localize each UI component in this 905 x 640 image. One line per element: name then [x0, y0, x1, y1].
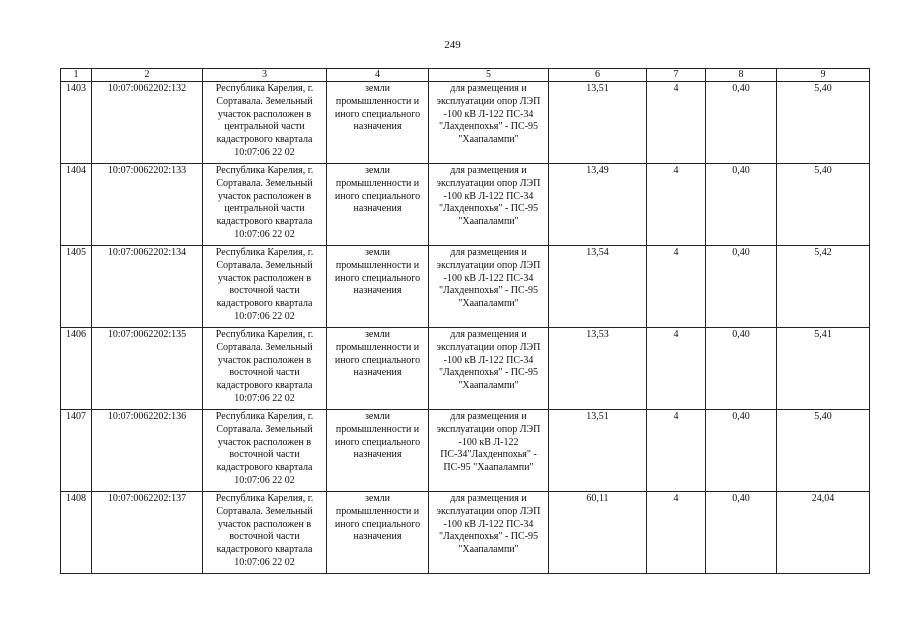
column-header: 2 [92, 69, 203, 82]
location-cell: Республика Карелия, г. Сортавала. Земельный участок расположен в центральной части кадастрового квартала 10:07:06 22 02 [203, 164, 327, 246]
row-number-cell: 1404 [61, 164, 92, 246]
column-7-cell: 4 [647, 246, 706, 328]
area-cell: 13,54 [549, 246, 647, 328]
column-7-cell: 4 [647, 82, 706, 164]
area-cell: 13,53 [549, 328, 647, 410]
land-category-cell: земли промышленности и иного специального назначения [327, 328, 429, 410]
column-header: 8 [706, 69, 777, 82]
column-header: 5 [429, 69, 549, 82]
land-category-cell: земли промышленности и иного специального назначения [327, 246, 429, 328]
column-header: 9 [777, 69, 870, 82]
column-header: 1 [61, 69, 92, 82]
location-cell: Республика Карелия, г. Сортавала. Земельный участок расположен в восточной части кадастрового квартала 10:07:06 22 02 [203, 492, 327, 574]
column-7-cell: 4 [647, 164, 706, 246]
cadastral-number-cell: 10:07:0062202:137 [92, 492, 203, 574]
location-cell: Республика Карелия, г. Сортавала. Земельный участок расположен в восточной части кадастрового квартала 10:07:06 22 02 [203, 328, 327, 410]
land-plot-table [60, 68, 870, 574]
cadastral-number-cell: 10:07:0062202:132 [92, 82, 203, 164]
row-number-cell: 1405 [61, 246, 92, 328]
area-cell: 13,49 [549, 164, 647, 246]
location-cell: Республика Карелия, г. Сортавала. Земельный участок расположен в восточной части кадастрового квартала 10:07:06 22 02 [203, 410, 327, 492]
row-number-cell: 1407 [61, 410, 92, 492]
column-9-cell: 24,04 [777, 492, 870, 574]
cadastral-number-cell: 10:07:0062202:134 [92, 246, 203, 328]
permitted-use-cell: для размещения и эксплуатации опор ЛЭП -100 кВ Л-122 ПС-34 "Лахденпохья" - ПС-95 "Хаапалампи" [429, 328, 549, 410]
column-header: 6 [549, 69, 647, 82]
page-number: 249 [444, 39, 461, 51]
permitted-use-cell: для размещения и эксплуатации опор ЛЭП -100 кВ Л-122 ПС-34 "Лахденпохья" - ПС-95 "Хаапалампи" [429, 492, 549, 574]
column-9-cell: 5,41 [777, 328, 870, 410]
location-cell: Республика Карелия, г. Сортавала. Земельный участок расположен в центральной части кадастрового квартала 10:07:06 22 02 [203, 82, 327, 164]
location-cell: Республика Карелия, г. Сортавала. Земельный участок расположен в восточной части кадастрового квартала 10:07:06 22 02 [203, 246, 327, 328]
row-number-cell: 1403 [61, 82, 92, 164]
land-category-cell: земли промышленности и иного специального назначения [327, 410, 429, 492]
header-row [61, 69, 870, 82]
column-9-cell: 5,40 [777, 82, 870, 164]
column-9-cell: 5,42 [777, 246, 870, 328]
land-category-cell: земли промышленности и иного специального назначения [327, 492, 429, 574]
column-header: 7 [647, 69, 706, 82]
table-row [61, 82, 870, 164]
column-8-cell: 0,40 [706, 410, 777, 492]
permitted-use-cell: для размещения и эксплуатации опор ЛЭП -100 кВ Л-122 ПС-34 "Лахденпохья" - ПС-95 "Хаапалампи" [429, 164, 549, 246]
column-header: 3 [203, 69, 327, 82]
column-header: 4 [327, 69, 429, 82]
cadastral-number-cell: 10:07:0062202:135 [92, 328, 203, 410]
column-7-cell: 4 [647, 328, 706, 410]
column-8-cell: 0,40 [706, 328, 777, 410]
permitted-use-cell: для размещения и эксплуатации опор ЛЭП -100 кВ Л-122 ПС-34"Лахденпохья" - ПС-95 "Хаапалампи" [429, 410, 549, 492]
area-cell: 60,11 [549, 492, 647, 574]
column-8-cell: 0,40 [706, 164, 777, 246]
table-row [61, 328, 870, 410]
table-row [61, 492, 870, 574]
column-8-cell: 0,40 [706, 492, 777, 574]
column-9-cell: 5,40 [777, 164, 870, 246]
land-category-cell: земли промышленности и иного специального назначения [327, 164, 429, 246]
row-number-cell: 1406 [61, 328, 92, 410]
column-8-cell: 0,40 [706, 246, 777, 328]
table-row [61, 246, 870, 328]
permitted-use-cell: для размещения и эксплуатации опор ЛЭП -100 кВ Л-122 ПС-34 "Лахденпохья" - ПС-95 "Хаапалампи" [429, 246, 549, 328]
column-7-cell: 4 [647, 492, 706, 574]
permitted-use-cell: для размещения и эксплуатации опор ЛЭП -100 кВ Л-122 ПС-34 "Лахденпохья" - ПС-95 "Хаапалампи" [429, 82, 549, 164]
area-cell: 13,51 [549, 410, 647, 492]
table-row [61, 164, 870, 246]
row-number-cell: 1408 [61, 492, 92, 574]
land-category-cell: земли промышленности и иного специального назначения [327, 82, 429, 164]
area-cell: 13,51 [549, 82, 647, 164]
table-row [61, 410, 870, 492]
column-7-cell: 4 [647, 410, 706, 492]
cadastral-number-cell: 10:07:0062202:136 [92, 410, 203, 492]
column-8-cell: 0,40 [706, 82, 777, 164]
column-9-cell: 5,40 [777, 410, 870, 492]
cadastral-number-cell: 10:07:0062202:133 [92, 164, 203, 246]
